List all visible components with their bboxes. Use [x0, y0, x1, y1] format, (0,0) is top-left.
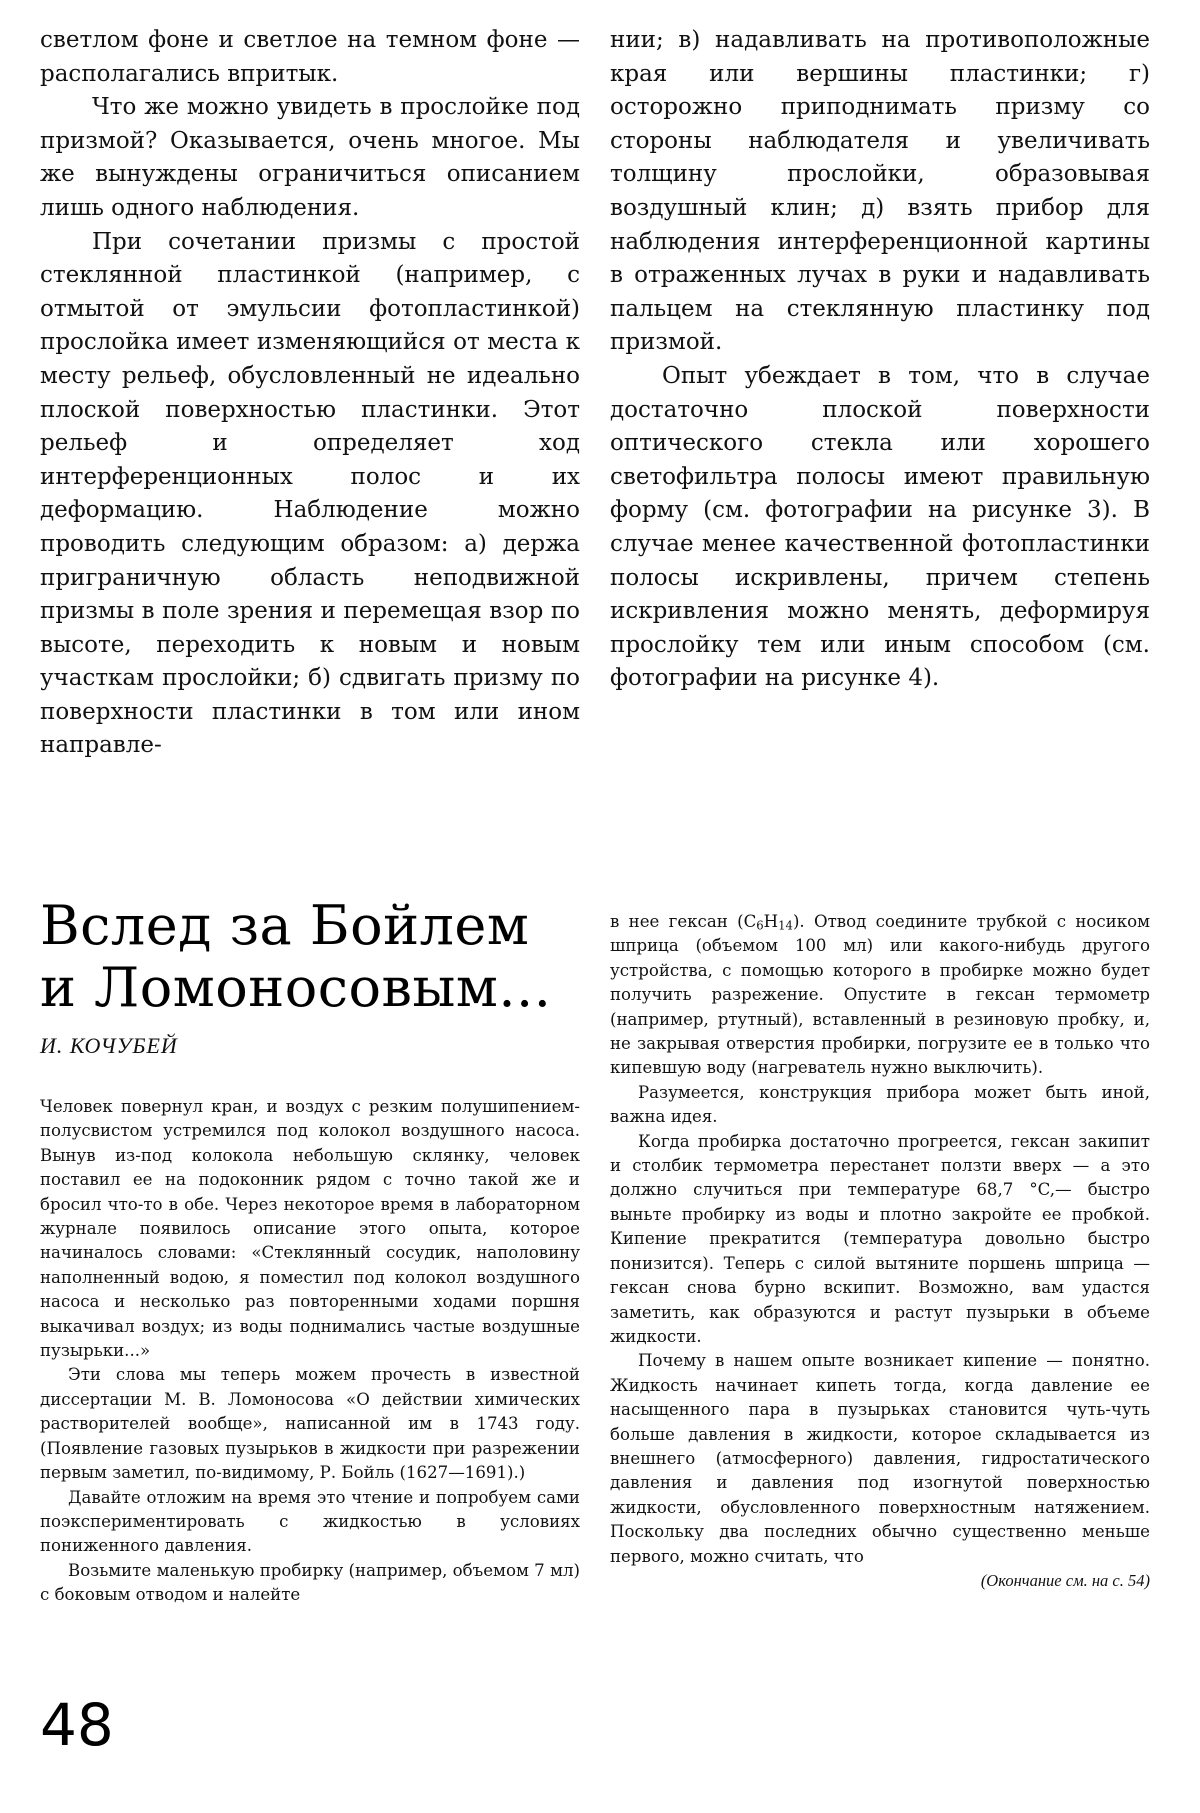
paragraph: Давайте отложим на время это чтение и попробуем сами поэкспериментировать с жидкостью в условиях пониженного давления.	[40, 1487, 580, 1556]
paragraph: Что же можно увидеть в прослойке под призмой? Оказывается, очень многое. Мы же вынуждены ограничиться описанием лишь одного наблюдения.	[40, 94, 580, 221]
previous-article-left-column	[40, 24, 580, 763]
paragraph: нии; в) надавливать на противоположные края или вершины пластинки; г) осторожно приподнимать призму со стороны наблюдателя и увеличивать толщину прослойки, образовывая воздушный клин; д) взять прибор для наблюдения интерференционной картины в отраженных лучах в руки и надавливать пальцем на стеклянную пластинку под призмой.	[610, 27, 1150, 356]
subscript: 6	[756, 918, 764, 933]
page-number: 48	[40, 1691, 114, 1759]
article-title-line-1: Вслед за Бойлем	[40, 894, 530, 957]
paragraph: Эти слова мы теперь можем прочесть в известной диссертации М. В. Ломоносова «О действии химических растворителей вообще», написанной им в 1743 году. (Появление газовых пузырьков в жидкости при разрежении первым заметил, по-видимому, Р. Бойль (1627—1691).)	[40, 1365, 580, 1483]
subscript: 14	[778, 918, 793, 933]
paragraph: При сочетании призмы с простой стеклянной пластинкой (например, с отмытой от эмульсии фотопластинкой) прослойка имеет изменяющийся от места к месту рельеф, обусловленный не идеально плоской поверхностью пластинки. Этот рельеф и определяет ход интерференционных полос и их деформацию. Наблюдение можно проводить следующим образом: а) держа пригpаничную область неподвижной призмы в поле зрения и перемещая взор по высоте, переходить к новым и новым участкам прослойки; б) сдвигать призму по поверхности пластинки в том или ином направле-	[40, 228, 580, 759]
paragraph: Человек повернул кран, и воздух с резким полушипением-полусвистом устремился под колокол воздушного насоса. Вынув из-под колокола небольшую склянку, человек поставил ее на подоконник рядом с точно такой же и бросил что-то в обе. Через некоторое время в лабораторном журнале появилось описание этого опыта, которое начиналось словами: «Стеклянный сосудик, наполовину наполненный водою, я поместил под колокол воздушного насоса и несколько раз повторенными ходами поршня выкачивал воздух; из воды поднимались частые воздушные пузырьки...»	[40, 1097, 580, 1361]
article-right-column	[610, 910, 1150, 1591]
paragraph: светлом фоне и светлое на темном фоне — располагались впритык.	[40, 27, 580, 87]
article-author: И. КОЧУБЕЙ	[40, 1033, 178, 1058]
paragraph	[610, 910, 1150, 1081]
article-left-column	[40, 895, 580, 1608]
paragraph-text: ). Отвод соедините трубкой с носиком шприца (объемом 100 мл) или какого-нибудь другого устройства, с помощью которого в пробирке можно будет получить разрежение. Опустите в гексан термометр (например, ртутный), вставленный в резиновую пробку, и, не закрывая отверстия пробирки, погрузите ее в только что кипевшую воду (нагреватель нужно выключить).	[610, 912, 1151, 1078]
article-title	[40, 895, 580, 1019]
paragraph: Опыт убеждает в том, что в случае достаточно плоской поверхности оптического стекла или хорошего светофильтра полосы имеют правильную форму (см. фотографии на рисунке 3). В случае менее качественной фотопластинки полосы искривлены, причем степень искривления можно менять, деформируя прослойку тем или иным способом (см. фотографии на рисунке 4).	[610, 362, 1150, 692]
article-title-line-2: и Ломоносовым...	[40, 956, 552, 1019]
paragraph: Когда пробирка достаточно прогреется, гексан закипит и столбик термометра перестанет ползти вверх — а это должно случиться при температуре 68,7 °C,— быстро выньте пробирку из воды и плотно закройте ее пробкой. Кипение прекратится (температура довольно быстро понизится). Теперь с силой вытяните поршень шприца — гексан снова бурно вскипит. Возможно, вам удастся заметить, как образуются и растут пузырьки в объеме жидкости.	[610, 1131, 1150, 1346]
paragraph: Возьмите маленькую пробирку (например, объемом 7 мл) с боковым отводом и налейте	[40, 1560, 580, 1605]
continuation-note: (Окончание см. на с. 54)	[980, 1570, 1150, 1590]
previous-article-right-column	[610, 24, 1150, 696]
paragraph-text: H	[763, 912, 779, 931]
paragraph: Разумеется, конструкция прибора может быть иной, важна идея.	[610, 1082, 1150, 1127]
paragraph: Почему в нашем опыте возникает кипение — понятно. Жидкость начинает кипеть тогда, когда давление ее насыщенного пара в пузырьках становится чуть-чуть больше давления в жидкости, которое складывается из внешнего (атмосферного) давления, гидростатического давления и давления под изогнутой поверхностью жидкости, обусловленного поверхностным натяжением. Поскольку два последних обычно существенно меньше первого, можно считать, что	[610, 1351, 1150, 1566]
paragraph-text: в нее гексан (C	[610, 912, 757, 931]
